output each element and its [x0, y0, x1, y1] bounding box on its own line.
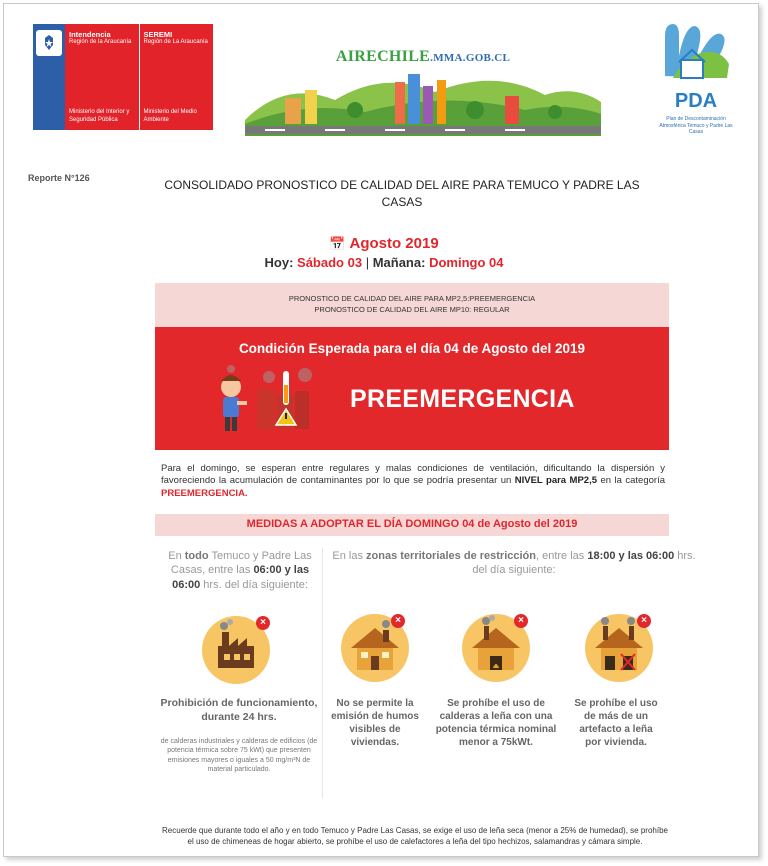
intendencia-region: Región de la Araucanía	[69, 39, 132, 46]
alert-title: Condición Esperada para el día 04 de Agosto del 2019	[238, 341, 586, 356]
x-icon: ×	[637, 614, 651, 628]
report-title: CONSOLIDADO PRONOSTICO DE CALIDAD DEL AIRE PARA TEMUCO Y PADRE LAS CASAS	[164, 178, 640, 209]
x-icon: ×	[391, 614, 405, 628]
left-t3: Temuco y Padre Las Casas, entre las	[170, 550, 312, 577]
manana-value: Domingo 04	[429, 255, 504, 270]
gov-logo-seremi	[139, 24, 214, 130]
paragraph-category: PREEMERGENCIA.	[161, 487, 248, 499]
seremi-region: Región de La Araucanía	[143, 39, 208, 46]
pda-text: PDA	[674, 90, 718, 112]
x-icon: ×	[514, 614, 528, 628]
coat-of-arms-icon	[36, 30, 62, 56]
smog-illustration-icon	[211, 365, 321, 435]
caption-stoves: Se prohíbe el uso de más de un artefacto a leña por vivienda.	[574, 698, 658, 748]
airechile-title	[245, 48, 601, 66]
measures-heading: MEDIDAS A ADOPTAR EL DÍA DOMINGO 04 de Agosto del 2019	[155, 514, 669, 536]
caption-smoke: No se permite la emisión de humos visibles de viviendas.	[331, 698, 419, 748]
left-t5: hrs. del día siguiente:	[200, 578, 308, 591]
section-divider	[322, 548, 323, 798]
forecast-box	[155, 283, 669, 327]
left-t1: En	[168, 550, 185, 562]
right-t1: En las	[332, 550, 367, 562]
ministerio-interior-label: Ministerio del Interior y Seguridad Pública	[69, 109, 130, 123]
gov-logo-red-band	[65, 24, 213, 130]
caption-factory-detail: de calderas industriales y calderas de edificios (de potencia térmica sobre 75 kWt) que presenten emisiones mayores o iguales a 50 mg/m³N de material particulado.	[160, 738, 318, 774]
ministerio-medio-ambiente-label: Ministerio del Medio Ambiente	[143, 109, 197, 123]
forecast-mp10: PRONOSTICO DE CALIDAD DEL AIRE MP10: REGULAR	[314, 304, 510, 314]
gov-logo-intendencia	[65, 24, 139, 130]
paragraph-bold: NIVEL para MP2,5	[514, 475, 598, 487]
gov-logo-blue-band	[33, 24, 65, 130]
calendar-icon: 📅	[329, 236, 346, 251]
paragraph-part1: Para el domingo, se esperan entre regulares y malas condiciones de ventilación, dificultando la dispersión y favoreciendo la acumulación de contaminantes por lo que se podría presentar un	[161, 463, 665, 487]
intendencia-label: Intendencia	[69, 30, 111, 39]
date-separator: |	[365, 255, 370, 270]
right-t5: hrs. del día siguiente:	[472, 550, 696, 577]
footer-note: Recuerde que durante todo el año y en todo Temuco y Padre Las Casas, se exige el uso de leña seca (menor a 25% de humedad), se prohíbe el uso de chimeneas de hogar abierto, se prohíbe el uso de calefactores a leña del tipo hechizos, salamandras y cámara simple.	[162, 826, 668, 846]
alert-level: PREEMERGENCIA	[350, 385, 575, 413]
hoy-value: Sábado 03	[297, 255, 363, 270]
caption-boiler: Se prohíbe el uso de calderas a leña con una potencia térmica nominal menor a 75kWt.	[435, 698, 557, 748]
right-t4: 18:00 y las 06:00	[587, 550, 675, 562]
pda-subtitle: Plan de Descontaminación Atmosférica Temuco y Padre Las Casas	[659, 116, 733, 135]
pda-hands-icon	[655, 16, 737, 90]
paragraph-part2: en la categoría	[597, 475, 665, 487]
today-tomorrow-line	[0, 255, 768, 270]
month-label: Agosto 2019	[349, 235, 439, 252]
seremi-label: SEREMI	[143, 30, 173, 39]
pda-logo	[655, 16, 737, 140]
forecast-mp25: PRONOSTICO DE CALIDAD DEL AIRE PARA MP2,5:PREEMERGENCIA	[288, 294, 536, 303]
right-t2: zonas territoriales de restricción	[366, 550, 536, 562]
airechile-logo	[245, 40, 601, 136]
manana-label: Mañana:	[372, 255, 426, 270]
forecast-paragraph	[161, 463, 665, 500]
left-t2: todo	[184, 550, 209, 562]
airechile-main: AIRECHILE	[335, 48, 431, 65]
month-heading	[0, 235, 768, 252]
hoy-label: Hoy:	[264, 255, 294, 270]
left-intro	[165, 549, 315, 592]
right-t3: , entre las	[535, 550, 588, 562]
left-t4: 06:00 y las 06:00	[172, 564, 310, 591]
x-icon: ×	[256, 616, 270, 630]
government-logo	[33, 24, 213, 130]
report-number: Reporte N°126	[28, 173, 90, 183]
caption-factory: Prohibición de funcionamiento, durante 24 hrs.	[160, 697, 318, 723]
alert-banner	[155, 327, 669, 450]
airechile-domain: .MMA.GOB.CL	[430, 52, 511, 64]
right-intro	[330, 549, 698, 578]
